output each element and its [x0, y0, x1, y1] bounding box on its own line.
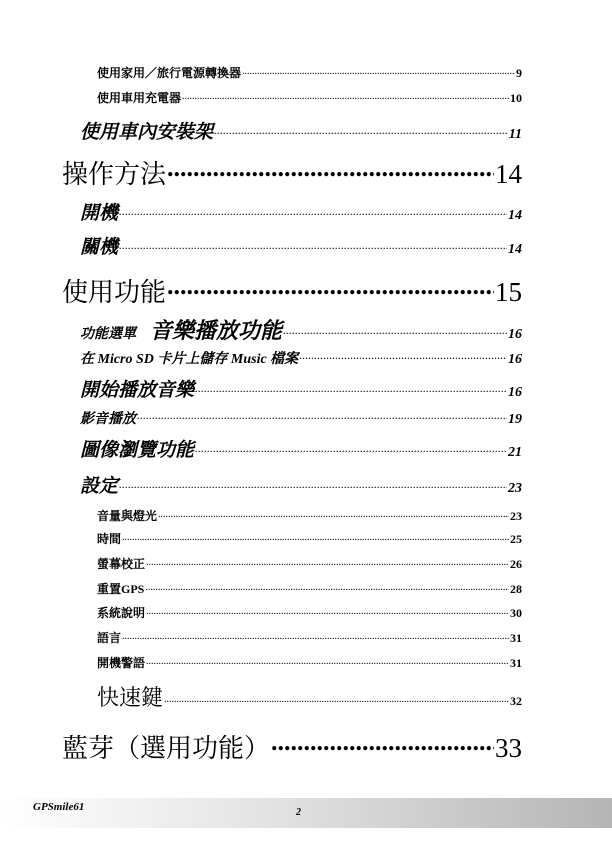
- toc-entry-page: 26: [510, 557, 522, 571]
- toc-leader-dots: [195, 377, 507, 396]
- toc-entry[interactable]: [80, 435, 522, 462]
- toc-leader-dots: [167, 157, 494, 183]
- toc-entry-label: 圖像瀏覽功能: [80, 440, 195, 461]
- toc-leader-dots: [122, 531, 509, 543]
- toc-entry-label: 關機: [80, 237, 119, 258]
- toc-leader-dots: [145, 581, 509, 593]
- toc-leader-dots: [164, 683, 509, 705]
- toc-entry[interactable]: [97, 654, 522, 671]
- toc-leader-dots: [122, 630, 509, 642]
- toc-leader-dots: [158, 508, 509, 520]
- toc-entry[interactable]: [80, 348, 522, 368]
- toc-leader-dots: [167, 275, 494, 301]
- toc-leader-dots: [283, 324, 507, 338]
- toc-entry-page: 15: [495, 277, 522, 307]
- toc-entry-label-large: 音樂播放功能: [150, 318, 283, 343]
- toc-entry-label: 語言: [97, 631, 122, 645]
- toc-entry[interactable]: [97, 530, 522, 547]
- toc-entry[interactable]: [80, 314, 522, 345]
- toc-entry[interactable]: [62, 154, 522, 191]
- toc-leader-dots: [119, 473, 507, 492]
- toc-entry-label: 使用功能: [62, 278, 167, 307]
- toc-entry[interactable]: [80, 375, 522, 402]
- toc-entry-label: 設定: [80, 476, 119, 497]
- toc-leader-dots: [146, 556, 509, 568]
- toc-leader-dots: [271, 731, 494, 757]
- toc-entry-page: 14: [495, 159, 522, 189]
- toc-leader-dots: [119, 234, 507, 253]
- toc-entry-page: 10: [510, 91, 522, 105]
- toc-entry-label: 系統說明: [97, 606, 146, 620]
- footer-bar: [0, 798, 612, 828]
- toc-leader-dots: [137, 409, 507, 423]
- toc-entry-label: 影音播放: [80, 412, 136, 427]
- toc-entry[interactable]: [62, 272, 522, 309]
- toc-entry-page: 33: [495, 733, 522, 763]
- toc-entry-page: 21: [508, 445, 522, 460]
- toc-entry[interactable]: [97, 64, 522, 81]
- toc-entry-label: 功能選單: [80, 327, 136, 342]
- toc-entry[interactable]: [97, 580, 522, 597]
- footer-page-number: 2: [296, 807, 301, 818]
- toc-entry-page: 31: [510, 656, 522, 670]
- toc-entry-page: 16: [508, 352, 522, 367]
- toc-entry-page: 9: [516, 66, 522, 80]
- toc-leader-dots: [299, 349, 507, 363]
- toc-entry[interactable]: [80, 471, 522, 498]
- toc-entry-label: 在 Micro SD 卡片上儲存 Music 檔案: [80, 352, 299, 367]
- toc-entry[interactable]: [97, 89, 522, 106]
- toc-entry-page: 23: [510, 509, 522, 523]
- toc-entry-label: 開機: [80, 203, 119, 224]
- toc-entry-label: 快速鍵: [97, 685, 164, 710]
- toc-entry-label: 開始播放音樂: [80, 380, 195, 401]
- footer-brand: GPSmile61: [33, 801, 85, 813]
- toc-entry[interactable]: [62, 728, 522, 765]
- toc-entry-page: 11: [508, 127, 522, 142]
- toc-entry-label: 重置GPS: [97, 582, 145, 596]
- toc-entry-page: 16: [508, 385, 522, 400]
- toc-entry-label: 開機警語: [97, 656, 146, 670]
- toc-leader-dots: [146, 655, 509, 667]
- toc-entry[interactable]: [97, 604, 522, 621]
- toc-entry[interactable]: [97, 681, 522, 712]
- toc-leader-dots: [242, 65, 515, 77]
- toc-entry[interactable]: [97, 507, 522, 524]
- toc-entry-page: 14: [508, 208, 522, 223]
- toc-entry-label: 螢幕校正: [97, 557, 146, 571]
- toc-entry[interactable]: [80, 232, 522, 259]
- toc-entry-label: 時間: [97, 532, 122, 546]
- toc-entry-page: 23: [508, 481, 522, 496]
- toc-entry[interactable]: [80, 117, 522, 144]
- toc-entry-label: 使用車內安裝架: [80, 122, 214, 143]
- toc-entry-page: 32: [510, 694, 522, 708]
- toc-entry-page: 30: [510, 606, 522, 620]
- toc-leader-dots: [146, 605, 509, 617]
- toc-entry[interactable]: [80, 408, 522, 428]
- toc-entry-page: 19: [508, 412, 522, 427]
- toc-entry-page: 14: [508, 242, 522, 257]
- toc-entry-label: 操作方法: [62, 160, 167, 189]
- toc-entry-page: 28: [510, 582, 522, 596]
- toc-entry-label: 藍芽（選用功能）: [62, 734, 271, 763]
- toc-entry-label: 使用家用／旅行電源轉換器: [97, 66, 242, 80]
- toc-entry-page: 16: [508, 327, 522, 342]
- toc-entry[interactable]: [97, 555, 522, 572]
- toc-entry[interactable]: [97, 629, 522, 646]
- toc-entry-page: 31: [510, 631, 522, 645]
- toc-entry-label: 音量與燈光: [97, 509, 158, 523]
- toc-leader-dots: [119, 200, 507, 219]
- toc-leader-dots: [214, 119, 508, 138]
- toc-entry-label: 使用車用充電器: [97, 91, 182, 105]
- toc-entry-page: 25: [510, 532, 522, 546]
- toc-leader-dots: [182, 90, 509, 102]
- toc-entry[interactable]: [80, 198, 522, 225]
- toc-leader-dots: [195, 437, 507, 456]
